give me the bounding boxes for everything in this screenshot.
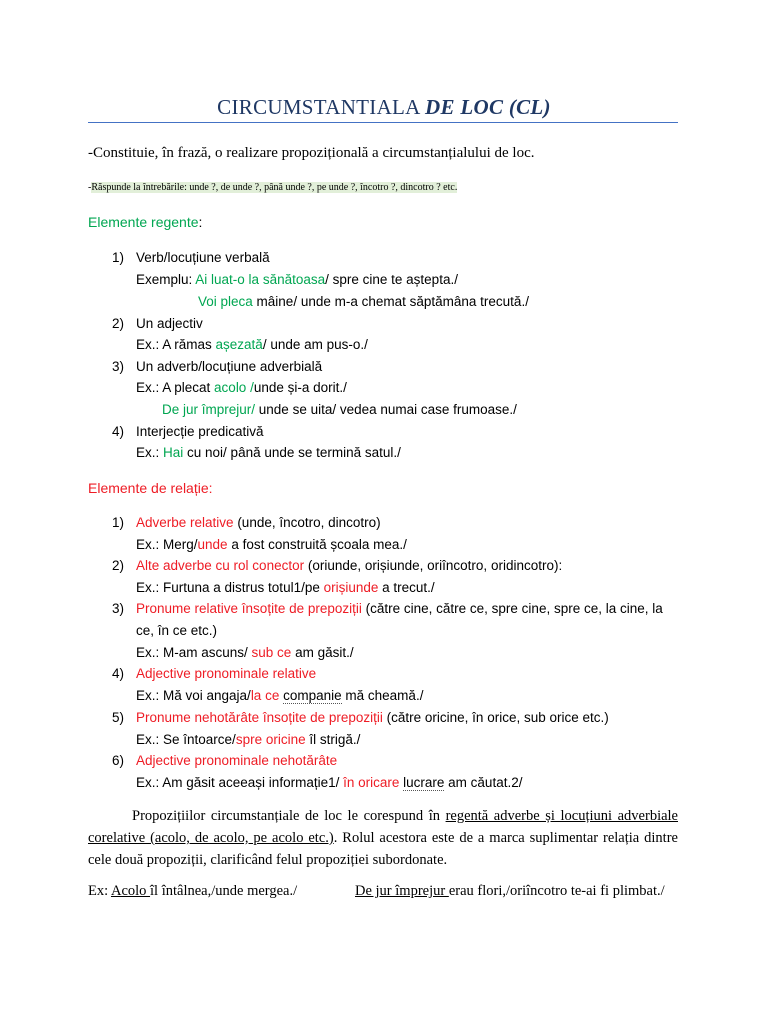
- example-label: Ex.: A plecat: [136, 380, 215, 395]
- example-highlight: la ce: [250, 688, 280, 703]
- example-label: Ex:: [88, 883, 111, 899]
- list-text: [136, 601, 663, 616]
- title-part-plain: CIRCUMSTANTIALA: [217, 95, 426, 119]
- list-text: [136, 515, 381, 530]
- list-number: 3): [112, 601, 125, 616]
- example-text: am găsit./: [291, 645, 354, 660]
- final-example-b: [355, 883, 665, 900]
- explanation-paragraph: [88, 805, 678, 871]
- example-text: îl strigă./: [305, 732, 361, 747]
- example-underlined: companie: [283, 688, 342, 703]
- list-number: 1): [112, 250, 125, 265]
- example-text: unde se uita/ vedea numai case frumoase./: [255, 402, 517, 417]
- list-number: 2): [112, 316, 125, 331]
- example-text: îl întâlnea,/unde mergea./: [150, 883, 298, 899]
- example-text: / unde am pus-o./: [262, 337, 368, 352]
- example-text: a fost construită școala mea./: [227, 537, 407, 552]
- list-highlight: Adverbe relative: [136, 515, 234, 530]
- questions-line: -Răspunde la întrebările: unde ?, de unde ?, până unde ?, pe unde ?, încotro ?, dincotro ? etc.: [88, 182, 458, 193]
- example-underlined: lucrare: [403, 775, 445, 790]
- list-highlight: Pronume nehotărâte însoțite de prepoziții: [136, 710, 383, 725]
- list-text: Verb/locuțiune verbală: [136, 250, 270, 265]
- example-line: [136, 580, 435, 595]
- list-text: Un adjectiv: [136, 316, 203, 331]
- example-underlined: De jur împrejur: [355, 883, 449, 899]
- questions-list: : unde ?, de unde ?, până unde ?, pe unde ?, încotro ?, dincotro ? etc.: [184, 182, 458, 193]
- example-text: Ex.: Furtuna a distrus totul1/pe: [136, 580, 324, 595]
- list-highlight: Adjective pronominale nehotărâte: [136, 753, 338, 768]
- example-text: erau flori,/oriîncotro te-ai fi plimbat./: [448, 883, 665, 899]
- list-text: [136, 753, 337, 768]
- list-number: 4): [112, 666, 125, 681]
- page-title: [0, 95, 768, 120]
- example-highlight: De jur împrejur/: [162, 402, 256, 417]
- title-part-emphasis: DE LOC (CL): [425, 95, 551, 119]
- example-text: Ex.: Am găsit aceeași informație1/: [136, 775, 344, 790]
- list-text: Interjecție predicativă: [136, 424, 264, 439]
- example-text: Ex.: Se întoarce/: [136, 732, 236, 747]
- list-continuation: ce, în ce etc.): [136, 623, 218, 638]
- example-highlight: în oricare: [343, 775, 400, 790]
- example-line: [198, 294, 529, 309]
- list-text: [136, 558, 562, 573]
- example-highlight: Hai: [163, 445, 184, 460]
- definition-line: -Constituie, în frază, o realizare propozițională a circumstanțialului de loc.: [88, 145, 535, 161]
- list-rest: (către cine, către ce, spre cine, spre ce, la cine, la: [361, 601, 663, 616]
- list-text: [136, 666, 316, 681]
- example-line: [136, 775, 522, 790]
- example-text: Ex.: Merg/: [136, 537, 198, 552]
- example-highlight: orișiunde: [323, 580, 379, 595]
- example-line: [136, 380, 347, 395]
- example-highlight: sub ce: [251, 645, 292, 660]
- example-label: Exemplu:: [136, 272, 196, 287]
- paragraph-part: . Rolul acestora este de a marca suplimentar relația dintre cele două propoziții, clarificând felul propoziției subordonate.: [88, 830, 678, 868]
- list-number: 5): [112, 710, 125, 725]
- example-text: / spre cine te aștepta./: [325, 272, 458, 287]
- example-line: [136, 688, 423, 703]
- questions-label: Răspunde la întrebările: [91, 182, 185, 193]
- example-text: Ex.: M-am ascuns/: [136, 645, 252, 660]
- paragraph-underlined: regentă adverbe și locuțiuni adverbiale corelative (acolo, de acolo, pe acolo etc.): [88, 808, 678, 846]
- title-underline-rule: [88, 122, 678, 123]
- list-rest: (oriunde, orișiunde, oriîncotro, oridincotro):: [304, 558, 563, 573]
- list-text: Un adverb/locuțiune adverbială: [136, 359, 323, 374]
- list-number: 2): [112, 558, 125, 573]
- example-line: [136, 537, 407, 552]
- list-number: 3): [112, 359, 125, 374]
- paragraph-text: [88, 805, 678, 871]
- example-highlight: Voi pleca: [198, 294, 253, 309]
- relatie-heading: Elemente de relație:: [88, 480, 213, 496]
- example-line: [162, 402, 517, 417]
- example-line: [136, 337, 368, 352]
- regente-heading-text: Elemente regente: [88, 214, 199, 230]
- example-highlight: spre oricine: [235, 732, 306, 747]
- example-line: [136, 445, 401, 460]
- regente-heading-colon: :: [198, 214, 203, 230]
- list-rest: (unde, încotro, dincotro): [233, 515, 381, 530]
- example-text: mâine/ unde m-a chemat săptămâna trecută./: [252, 294, 529, 309]
- list-number: 4): [112, 424, 125, 439]
- example-highlight: așezată: [215, 337, 263, 352]
- example-text: cu noi/ până unde se termină satul./: [183, 445, 401, 460]
- example-line: [136, 732, 360, 747]
- list-rest: (către oricine, în orice, sub orice etc.): [382, 710, 609, 725]
- example-line: [136, 272, 458, 287]
- example-text: unde și-a dorit./: [253, 380, 347, 395]
- example-text: am căutat.2/: [444, 775, 523, 790]
- paragraph-part: Propozițiilor circumstanțiale de loc le corespund în: [132, 808, 446, 824]
- example-text: mă cheamă./: [341, 688, 424, 703]
- final-example-a: [88, 883, 297, 900]
- example-text: Ex.: Mă voi angaja/: [136, 688, 251, 703]
- example-line: [136, 645, 354, 660]
- list-highlight: Adjective pronominale relative: [136, 666, 317, 681]
- regente-heading: [88, 214, 202, 230]
- list-highlight: Alte adverbe cu rol conector: [136, 558, 305, 573]
- example-underlined: Acolo: [110, 883, 151, 899]
- example-label: Ex.:: [136, 445, 164, 460]
- example-highlight: Ai luat-o la sănătoasa: [195, 272, 326, 287]
- example-highlight: unde: [197, 537, 228, 552]
- list-number: 6): [112, 753, 125, 768]
- example-label: Ex.: A rămas: [136, 337, 216, 352]
- list-text: [136, 710, 609, 725]
- example-text: a trecut./: [378, 580, 435, 595]
- example-highlight: acolo /: [214, 380, 254, 395]
- list-highlight: Pronume relative însoțite de prepoziții: [136, 601, 362, 616]
- list-number: 1): [112, 515, 125, 530]
